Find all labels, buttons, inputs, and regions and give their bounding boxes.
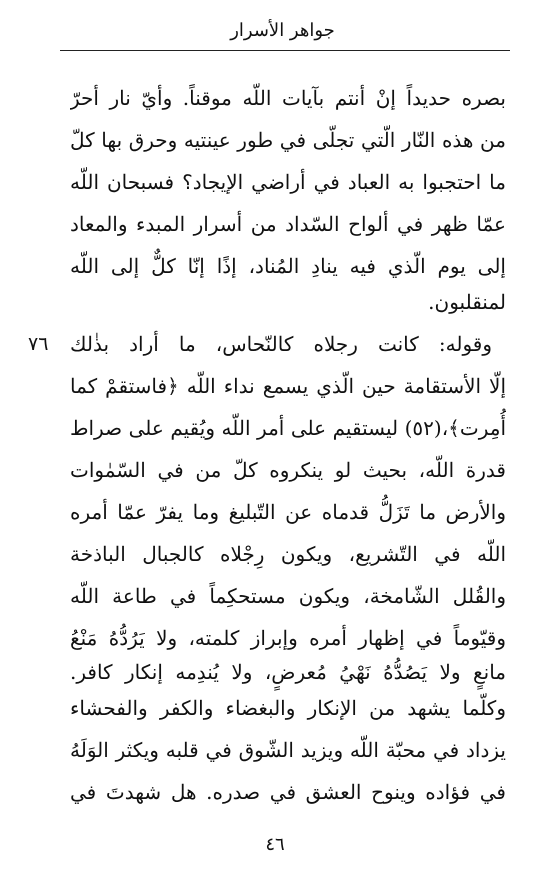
body-line: من هذه النّار الّتي تجلّى في طور عينتيه وحرق بها كلّ (70, 128, 506, 152)
body-line: ما احتجبوا به العباد في أراضي الإيجاد؟ فسبحان اللّه (70, 170, 506, 194)
body-line: اللّه في التّشريع، ويكون رِجْلاه كالجبال الباذخة (70, 542, 506, 566)
body-line: عمّا ظهر في ألواح السّداد من أسرار المبدء والمعاد (70, 212, 506, 236)
body-line: لمنقلبون. (428, 290, 506, 314)
body-line: إلى يوم الّذي فيه ينادِ المُناد، إذًا إنّا كلٌّ إلى اللّه (70, 254, 506, 278)
running-header-title: جواهر الأسرار (230, 20, 335, 41)
body-line: والقُلل الشّامخة، ويكون مستحكِماً في طاعة اللّه (70, 584, 506, 608)
body-line: أُمِرت﴾،(٥٢) ليستقيم على أمر اللّه ويُقيم على صراط (70, 416, 506, 440)
body-line: في فؤاده وينوح العشق في صدره. هل شهدتَ في (70, 780, 506, 804)
body-line: إلّا الأستقامة حين الّذي يسمع نداء اللّه ﴿فاستقمْ كما (70, 374, 506, 398)
header-rule (60, 50, 510, 51)
body-line: والأرض ما تَزَلُّ قدماه عن التّبليغ وما يفرّ عمّا أمره (70, 500, 506, 524)
body-line: يزداد في محبّة اللّه ويزيد الشّوق في قلبه ويكثر الوَلَهُ (70, 738, 506, 762)
body-line: وكلّما يشهد من الإنكار والبغضاء والكفر والفحشاء (70, 696, 506, 720)
body-line: وقوله: كانت رجلاه كالنّحاس، ما أراد بذٰلك (70, 332, 492, 356)
page-number: ٤٦ (265, 834, 285, 855)
body-line: مانعٍ ولا يَصُدُّهُ نَهْيُ مُعرضٍ، ولا يُندِمه إنكار كافر. (70, 660, 506, 684)
body-line: وقيّوماً في إظهار أمره وإبراز كلمته، ولا يَرُدُّهُ مَنْعُ (70, 626, 506, 650)
body-line: بصره حديداً إنْ أنتم بآيات اللّه موقناً. وأيّ نار أحرّ (70, 86, 506, 110)
body-line: قدرة اللّه، بحيث لو ينكروه كلّ من في السّمٰوات (70, 458, 506, 482)
margin-verse-number: ٧٦ (28, 333, 49, 355)
